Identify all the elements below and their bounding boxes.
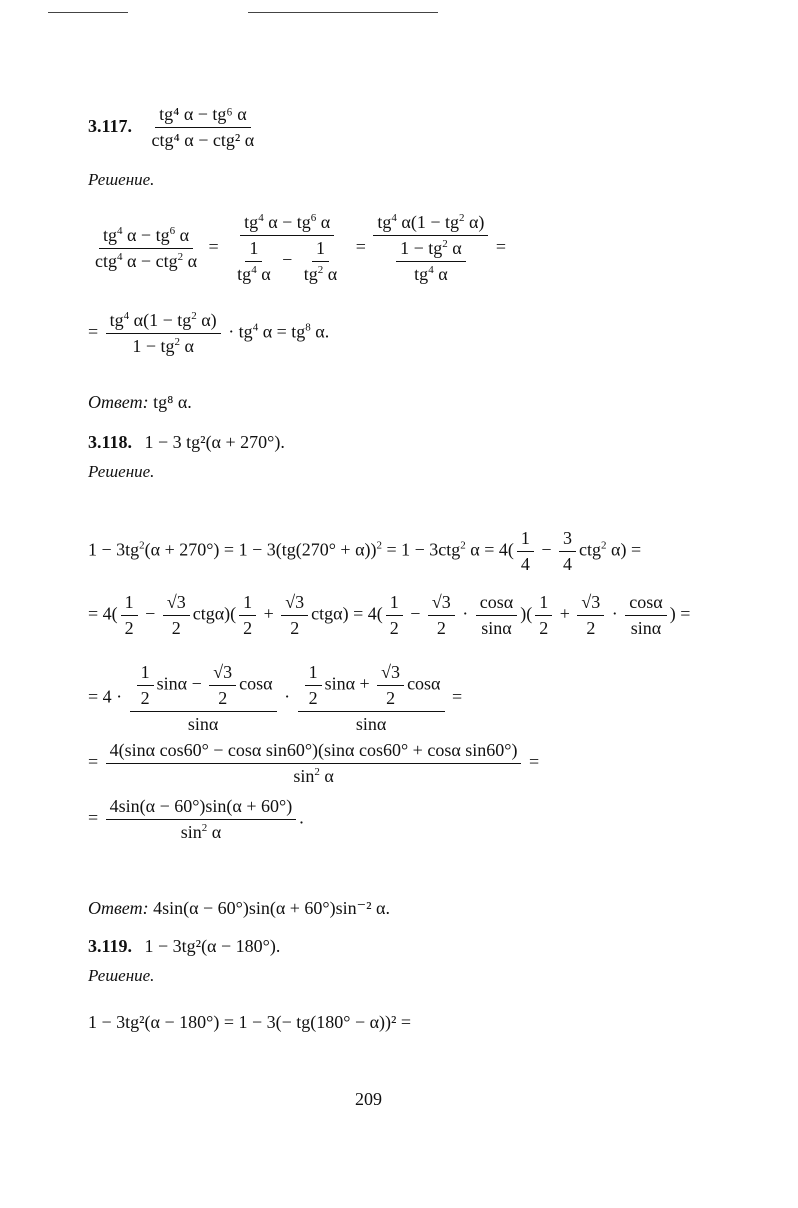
problem-number: 3.119. <box>88 936 133 956</box>
problem-expression <box>148 104 259 151</box>
expression-numerator: tg⁴ α − tg⁶ α <box>155 104 251 128</box>
problem-number: 3.118. <box>88 432 133 452</box>
expression-denominator: ctg⁴ α − ctg² α <box>151 130 255 150</box>
problem-expression: 1 − 3 tg²(α + 270°). <box>144 432 285 452</box>
answer-label: Ответ: <box>88 898 149 918</box>
solution-step: = 4 · $\frac{1}{2}$ sinα − $\frac{√3}{2}$ cosα sinα · $\frac{1}{2}$ sinα + $\frac{√3}{2}$ cosα sinα = <box>88 662 463 734</box>
answer-3-118 <box>88 898 390 919</box>
page-number: 209 <box>355 1089 382 1109</box>
solution-step: = $\frac{4\sin(\alpha - 60^\circ)\sin(\alpha + 60^\circ)}{\sin^2 \alpha}$ . <box>88 796 304 842</box>
solution-step: = $\frac{tg^4 \alpha(1 - tg^2 \alpha)}{1 - tg^2 \alpha}$ · $tg^4$ $\alpha = tg^8$ α. <box>88 310 330 356</box>
problem-number: 3.117. <box>88 115 133 136</box>
problem-3-118 <box>88 432 285 453</box>
problem-3-119 <box>88 936 280 957</box>
solution-step: = $\frac{\text{4(sinα cos60° − cosα sin60°)(sinα cos60° + cosα sin60°)}}{\sin^2 \alpha}$ = <box>88 740 540 786</box>
solution-label: Решение. <box>88 966 155 985</box>
top-rule-right <box>248 12 438 13</box>
solution-label: Решение. <box>88 462 155 481</box>
problem-expression: 1 − 3tg²(α − 180°). <box>144 936 281 956</box>
problem-3-117 <box>88 104 261 151</box>
solution-step: 1 − 3tg²(α − 180°) = 1 − 3(− tg(180° − α))² = <box>88 1012 412 1032</box>
answer-3-117 <box>88 392 192 413</box>
solution-step: $1 - 3tg^2(\alpha + 270^\circ) = 1 - 3(tg(270^\circ + \alpha))^2 = 1 - 3ctg^2$ α = 4( $\frac{1}{4}$ − $\frac{3}{4}$ ctg$^2$ α) = <box>88 528 642 574</box>
answer-label: Ответ: <box>88 392 149 412</box>
solution-label: Решение. <box>88 170 155 189</box>
answer-value: 4sin(α − 60°)sin(α + 60°)sin⁻² α. <box>153 898 390 918</box>
top-rule-left <box>48 12 128 13</box>
answer-value: tg⁸ α. <box>153 392 192 412</box>
solution-step: $\frac{tg^4 \alpha - tg^6 \alpha}{ctg^4 \alpha - ctg^2 \alpha}$ = $tg^4$ $\alpha - tg^6$ α $\frac{1}{tg^4 \alpha}$ − $\frac{1}{tg^2 \alpha}$ = $\frac{tg^4 \alpha(1 - tg^2 \alpha)}{\frac{1 - tg^2 \alpha}{tg^4 \alpha}}$ = <box>95 212 507 284</box>
solution-step: = 4( $\frac{1}{2}$ − $\frac{√3}{2}$ ctgα)( $\frac{1}{2}$ + $\frac{√3}{2}$ ctgα) = 4( $\frac{1}{2}$ − $\frac{√3}{2}$ · $\frac{\cos\alpha}{\sin\alpha}$ )( $\frac{1}{2}$ + $\frac{√3}{2}$ · $\frac{\cos\alpha}{\sin\alpha}$ ) = <box>88 592 691 638</box>
